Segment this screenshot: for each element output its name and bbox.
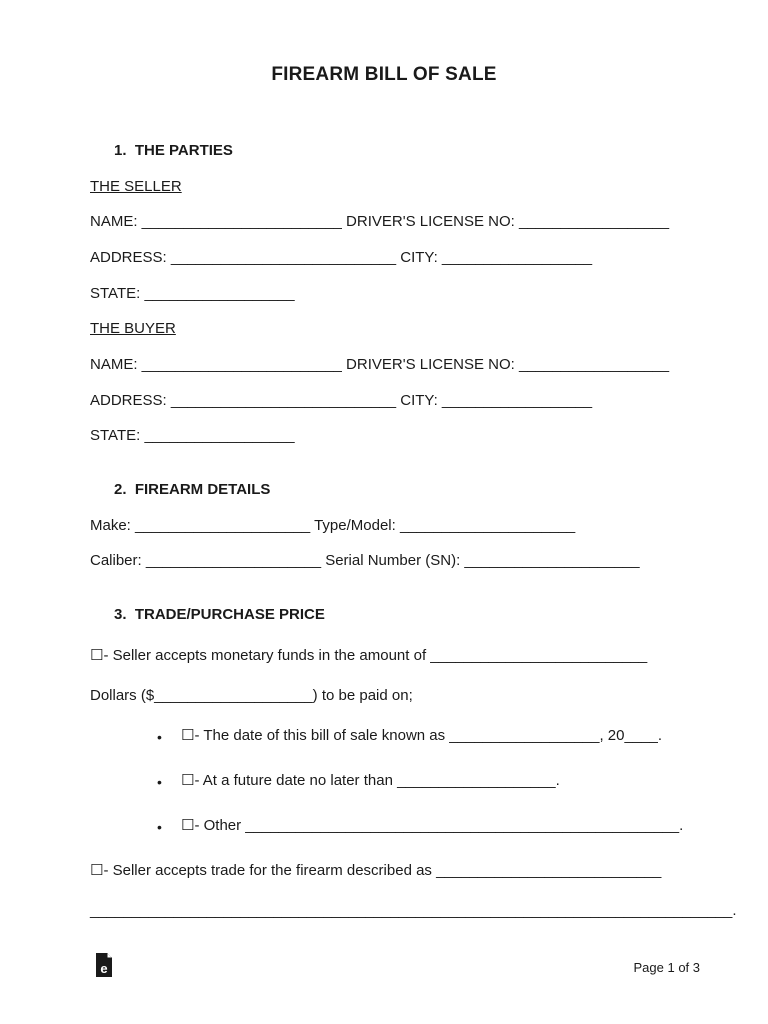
section-price-heading: 3. TRADE/PURCHASE PRICE [114,606,325,623]
other-option[interactable]: ☐- Other ____________________________________________________. [181,817,684,834]
svg-text:e: e [100,961,108,976]
caliber-serial-field[interactable]: Caliber: _____________________ Serial Number (SN): _____________________ [90,552,640,569]
eforms-logo-icon [94,952,114,978]
dollars-amount-field[interactable]: Dollars ($___________________) to be paid on; [90,687,413,704]
document-title: FIREARM BILL OF SALE [271,64,497,85]
seller-state-field[interactable]: STATE: __________________ [90,285,295,302]
buyer-state-field[interactable]: STATE: __________________ [90,427,295,444]
list-bullet: • [157,774,162,790]
page-number: Page 1 of 3 [633,960,700,975]
section-parties-heading: 1. THE PARTIES [114,142,233,159]
buyer-address-city-field[interactable]: ADDRESS: ___________________________ CITY: __________________ [90,392,593,409]
make-model-field[interactable]: Make: _____________________ Type/Model: _____________________ [90,517,576,534]
list-bullet: • [157,819,162,835]
future-date-option[interactable]: ☐- At a future date no later than ___________________. [181,772,560,789]
seller-address-city-field[interactable]: ADDRESS: ___________________________ CITY: __________________ [90,249,593,266]
section-firearm-details-heading: 2. FIREARM DETAILS [114,481,271,498]
buyer-name-license-field[interactable]: NAME: ________________________ DRIVER'S LICENSE NO: __________________ [90,356,670,373]
seller-name-license-field[interactable]: NAME: ________________________ DRIVER'S LICENSE NO: __________________ [90,213,670,230]
buyer-label: THE BUYER [90,320,176,337]
date-of-sale-option[interactable]: ☐- The date of this bill of sale known as __________________, 20____. [181,727,663,744]
seller-label: THE SELLER [90,178,182,195]
trade-description-field[interactable]: _____________________________________________________________________________. [90,902,737,919]
trade-option[interactable]: ☐- Seller accepts trade for the firearm described as ___________________________ [90,862,662,879]
monetary-funds-option[interactable]: ☐- Seller accepts monetary funds in the amount of __________________________ [90,647,648,664]
list-bullet: • [157,729,162,745]
